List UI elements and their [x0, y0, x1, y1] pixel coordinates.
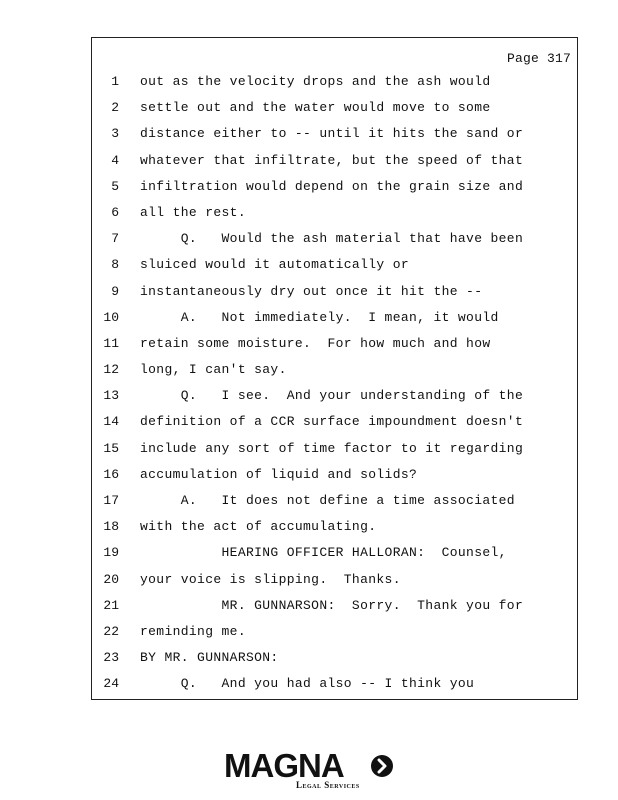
line-text: retain some moisture. For how much and how [140, 335, 491, 351]
transcript-line [92, 624, 577, 650]
line-number: 15 [103, 440, 119, 456]
line-number: 19 [103, 545, 119, 561]
line-number: 11 [103, 335, 119, 351]
chevron-right-icon [371, 755, 393, 777]
transcript-line [92, 572, 577, 598]
line-text: whatever that infiltrate, but the speed of that [140, 152, 524, 168]
line-text: BY MR. GUNNARSON: [140, 650, 279, 666]
line-text: accumulation of liquid and solids? [140, 466, 418, 482]
line-text: instantaneously dry out once it hit the -- [140, 283, 483, 299]
transcript-line [92, 205, 577, 231]
line-number: 1 [111, 74, 119, 89]
line-number: 14 [103, 414, 119, 430]
line-number: 22 [103, 623, 119, 639]
transcript-line [92, 336, 577, 362]
line-text: settle out and the water would move to some [140, 100, 491, 116]
line-number: 20 [103, 571, 119, 587]
transcript-line [92, 100, 577, 126]
line-text: A. Not immediately. I mean, it would [140, 309, 499, 325]
page-number: Page 317 [506, 51, 571, 66]
line-number: 16 [103, 466, 119, 482]
transcript-line [92, 179, 577, 205]
line-number: 4 [111, 152, 119, 168]
transcript-line [92, 414, 577, 440]
logo-subtitle: Legal Services [296, 780, 360, 790]
line-text: out as the velocity drops and the ash would [140, 74, 491, 89]
line-text: include any sort of time factor to it regarding [140, 440, 524, 456]
line-number: 21 [103, 597, 119, 613]
line-text: definition of a CCR surface impoundment doesn't [140, 414, 524, 430]
line-number: 2 [111, 100, 119, 116]
transcript-page [91, 37, 578, 700]
line-text: distance either to -- until it hits the sand or [140, 126, 524, 142]
line-number: 8 [111, 257, 119, 273]
transcript-line [92, 676, 577, 702]
line-text: reminding me. [140, 623, 246, 639]
line-text: long, I can't say. [140, 362, 287, 378]
line-number: 13 [103, 388, 119, 404]
line-number: 23 [103, 650, 119, 666]
line-text: MR. GUNNARSON: Sorry. Thank you for [140, 597, 524, 613]
line-number: 7 [111, 231, 119, 247]
transcript-line [92, 493, 577, 519]
line-number: 3 [111, 126, 119, 142]
transcript-lines [92, 74, 577, 703]
transcript-line [92, 545, 577, 571]
line-number: 9 [111, 283, 119, 299]
line-number: 24 [103, 676, 119, 692]
line-text: Q. And you had also -- I think you [140, 676, 475, 692]
transcript-line [92, 231, 577, 257]
line-text: your voice is slipping. Thanks. [140, 571, 401, 587]
transcript-line [92, 284, 577, 310]
magna-logo [224, 748, 399, 792]
line-text: with the act of accumulating. [140, 519, 377, 535]
line-text: all the rest. [140, 204, 246, 220]
transcript-line [92, 126, 577, 152]
transcript-line [92, 153, 577, 179]
line-number: 6 [111, 204, 119, 220]
logo-wordmark: MAGNA [224, 747, 344, 784]
transcript-line [92, 74, 577, 100]
line-text: Q. Would the ash material that have been [140, 231, 524, 247]
line-number: 18 [103, 519, 119, 535]
line-text: A. It does not define a time associated [140, 493, 515, 508]
transcript-line [92, 257, 577, 283]
transcript-line [92, 598, 577, 624]
line-text: HEARING OFFICER HALLORAN: Counsel, [140, 545, 507, 561]
line-text: Q. I see. And your understanding of the [140, 388, 524, 404]
line-number: 12 [103, 362, 119, 378]
line-number: 10 [103, 309, 119, 325]
transcript-line [92, 441, 577, 467]
transcript-line [92, 519, 577, 545]
transcript-line [92, 388, 577, 414]
line-number: 17 [103, 493, 119, 508]
line-number: 5 [111, 178, 119, 194]
transcript-line [92, 362, 577, 388]
transcript-line [92, 467, 577, 493]
transcript-line [92, 310, 577, 336]
transcript-line [92, 650, 577, 676]
line-text: sluiced would it automatically or [140, 257, 409, 273]
line-text: infiltration would depend on the grain size and [140, 178, 524, 194]
